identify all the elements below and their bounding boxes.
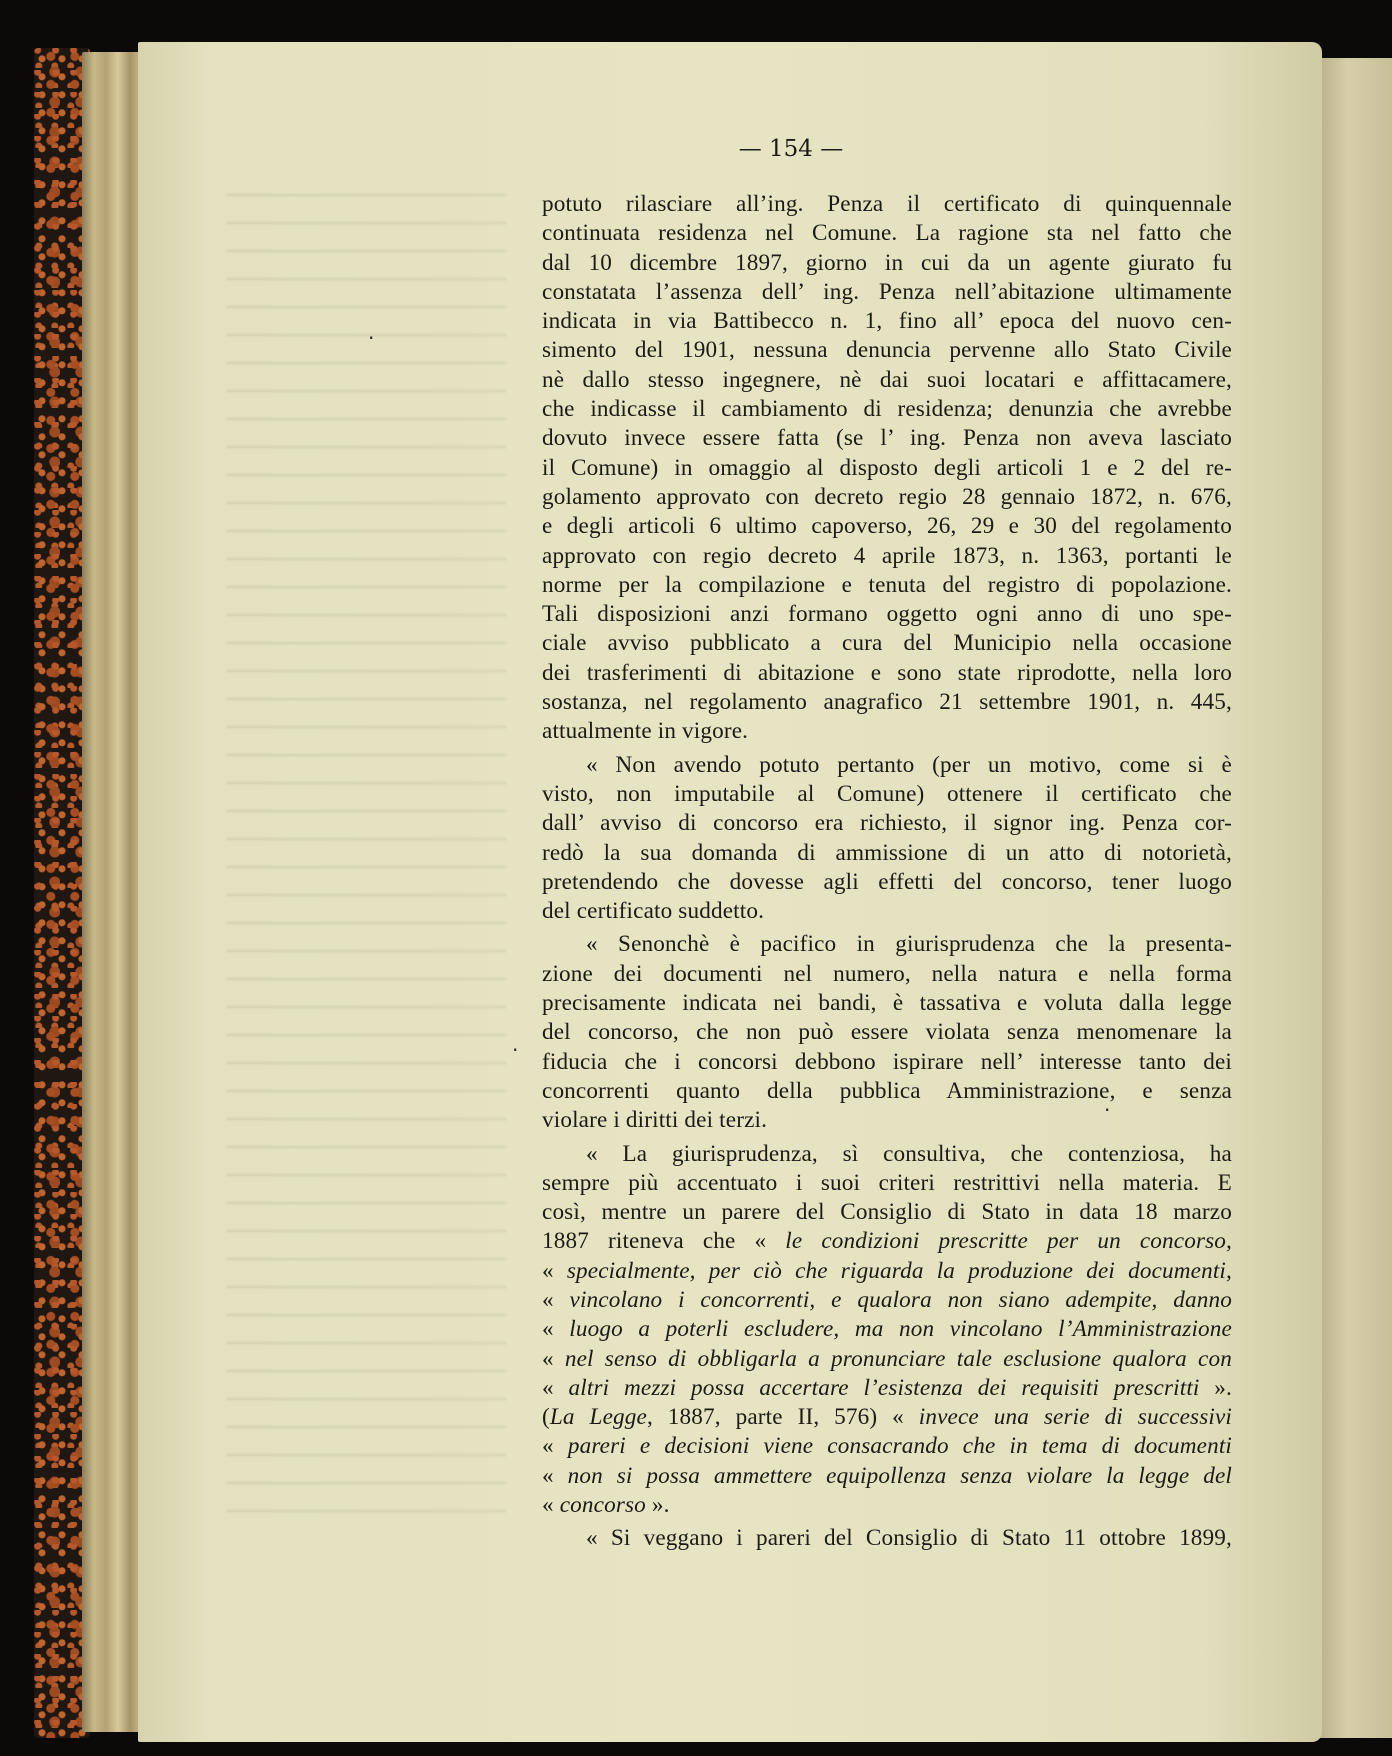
text-line: norme per la compilazione e tenuta del registro di popolazione. (542, 571, 1232, 598)
quote-line (542, 1403, 1232, 1432)
quote-line (542, 1227, 1232, 1256)
quote-line (542, 1374, 1232, 1403)
body-text (542, 190, 1232, 1558)
quote-italic: specialmente, per ciò che riguarda la produzione dei documenti, (566, 1257, 1232, 1284)
adjacent-page-edge (1318, 58, 1392, 1738)
text-line: dei trasferimenti di abitazione e sono state riprodotte, nella loro (542, 659, 1232, 686)
text-line: « Senonchè è pacifico in giurisprudenza che la presenta- (586, 931, 1232, 958)
citation-detail: , 1887, parte II, 576) « (646, 1404, 919, 1431)
paragraph-4 (542, 1140, 1232, 1521)
speck-mark: · (368, 326, 375, 350)
text-line: del concorso, che non può essere violata senza menomenare la (542, 1019, 1232, 1046)
text-line: simento del 1901, nessuna denuncia pervenne allo Stato Civile (542, 337, 1232, 364)
quote-close: ». (645, 1492, 670, 1519)
text-line: e degli articoli 6 ultimo capoverso, 26, 29 e 30 del regolamento (542, 513, 1232, 540)
text-line: zione dei documenti nel numero, nella natura e nella forma (542, 960, 1232, 987)
quote-line (542, 1315, 1232, 1344)
paragraph-1 (542, 190, 1232, 747)
quote-line (542, 1286, 1232, 1315)
quote-italic: nel senso di obbligarla a pronunciare tale esclusione qualora con (564, 1345, 1232, 1372)
text-line: sostanza, nel regolamento anagrafico 21 settembre 1901, n. 445, (542, 689, 1232, 716)
quote-italic: luogo a poterli escludere, ma non vincolano l’Amministrazione (569, 1316, 1232, 1343)
text-line: ciale avviso pubblicato a cura del Municipio nella occasione (542, 630, 1232, 657)
citation-open: ( (542, 1404, 550, 1431)
text-line: redò la sua domanda di ammissione di un atto di notorietà, (542, 839, 1232, 866)
text-line: violare i diritti dei terzi. (542, 1107, 768, 1134)
text-line: « Non avendo potuto pertanto (per un motivo, come si è (586, 751, 1232, 778)
text-line: approvato con regio decreto 4 aprile 1873, n. 1363, portanti le (542, 542, 1232, 569)
quote-lead: « (542, 1433, 568, 1460)
quote-line (542, 1345, 1232, 1374)
text-line: concorrenti quanto della pubblica Amministrazione, e senza (542, 1077, 1232, 1104)
page-edges (82, 52, 142, 1732)
text-line: constatata l’assenza dell’ ing. Penza nell’abitazione ultimamente (542, 278, 1232, 305)
text-line: visto, non imputabile al Comune) ottenere il certificato che (542, 780, 1232, 807)
text-line: continuata residenza nel Comune. La ragione sta nel fatto che (542, 220, 1232, 247)
paragraph-3 (542, 930, 1232, 1135)
quote-lead: « (542, 1374, 569, 1401)
text-line: attualmente in vigore. (542, 718, 749, 745)
text-line: sempre più accentuato i suoi criteri restrittivi nella materia. E (542, 1169, 1232, 1196)
quote-lead: « (542, 1492, 560, 1519)
text-line: del certificato suddetto. (542, 898, 765, 925)
quote-lead: « (542, 1316, 570, 1343)
text-line: fiducia che i concorsi debbono ispirare nell’ interesse tanto dei (542, 1048, 1232, 1075)
text-line: dall’ avviso di concorso era richiesto, il signor ing. Penza cor- (542, 810, 1232, 837)
text-line: il Comune) in omaggio al disposto degli articoli 1 e 2 del re- (542, 454, 1232, 481)
quote-lead: « (542, 1462, 568, 1489)
text-line: indicata in via Battibecco n. 1, fino all’ epoca del nuovo cen- (542, 308, 1232, 335)
text-line: nè dallo stesso ingegnere, nè dai suoi locatari e affittacamere, (542, 366, 1232, 393)
text-line: « La giurisprudenza, sì consultiva, che contenziosa, ha (586, 1140, 1232, 1167)
text-line: così, mentre un parere del Consiglio di Stato in data 18 marzo (542, 1199, 1232, 1226)
page-number: — 154 — (738, 136, 844, 162)
quote-lead: « (542, 1286, 570, 1313)
quote-line (542, 1432, 1232, 1461)
text-line: golamento approvato con decreto regio 28 gennaio 1872, n. 676, (542, 483, 1232, 510)
text-line: Tali disposizioni anzi formano oggetto ogni anno di uno spe- (542, 601, 1232, 628)
quote-italic: concorso (559, 1492, 646, 1519)
citation-title: La Legge (549, 1404, 647, 1431)
quote-line (542, 1462, 1232, 1491)
quote-line (542, 1257, 1232, 1286)
quote-italic: non si possa ammettere equipollenza senza violare la legge del (567, 1462, 1232, 1489)
speck-mark: · (1104, 1098, 1111, 1122)
quote-italic: invece una serie di successivi (918, 1404, 1233, 1431)
text-line: dal 10 dicembre 1897, giorno in cui da un agente giurato fu (542, 249, 1232, 276)
quote-line (542, 1491, 1232, 1520)
quote-lead: 1887 riteneva che « (542, 1228, 786, 1255)
text-line: « Si veggano i pareri del Consiglio di Stato 11 ottobre 1899, (586, 1525, 1232, 1552)
paragraph-2 (542, 751, 1232, 927)
quote-lead: « (542, 1345, 565, 1372)
quote-italic: le condizioni prescritte per un concorso, (785, 1228, 1232, 1255)
text-line: che indicasse il cambiamento di residenza; denunzia che avrebbe (542, 396, 1232, 423)
bleed-through-text (226, 182, 506, 1522)
text-line: pretendendo che dovesse agli effetti del concorso, tener luogo (542, 868, 1232, 895)
quote-close: ». (1199, 1374, 1232, 1401)
quote-italic: pareri e decisioni viene consacrando che in tema di documenti (567, 1433, 1232, 1460)
quote-lead: « (542, 1257, 567, 1284)
quote-italic: vincolano i concorrenti, e qualora non siano adempite, danno (569, 1286, 1232, 1313)
text-line: potuto rilasciare all’ing. Penza il certificato di quinquennale (542, 191, 1232, 217)
text-line: dovuto invece essere fatta (se l’ ing. Penza non aveva lasciato (542, 425, 1232, 452)
quote-italic: altri mezzi possa accertare l’esistenza dei requisiti prescritti (568, 1374, 1200, 1401)
text-line: precisamente indicata nei bandi, è tassativa e voluta dalla legge (542, 990, 1232, 1017)
speck-mark: · (512, 1038, 519, 1062)
paragraph-5 (542, 1524, 1232, 1553)
